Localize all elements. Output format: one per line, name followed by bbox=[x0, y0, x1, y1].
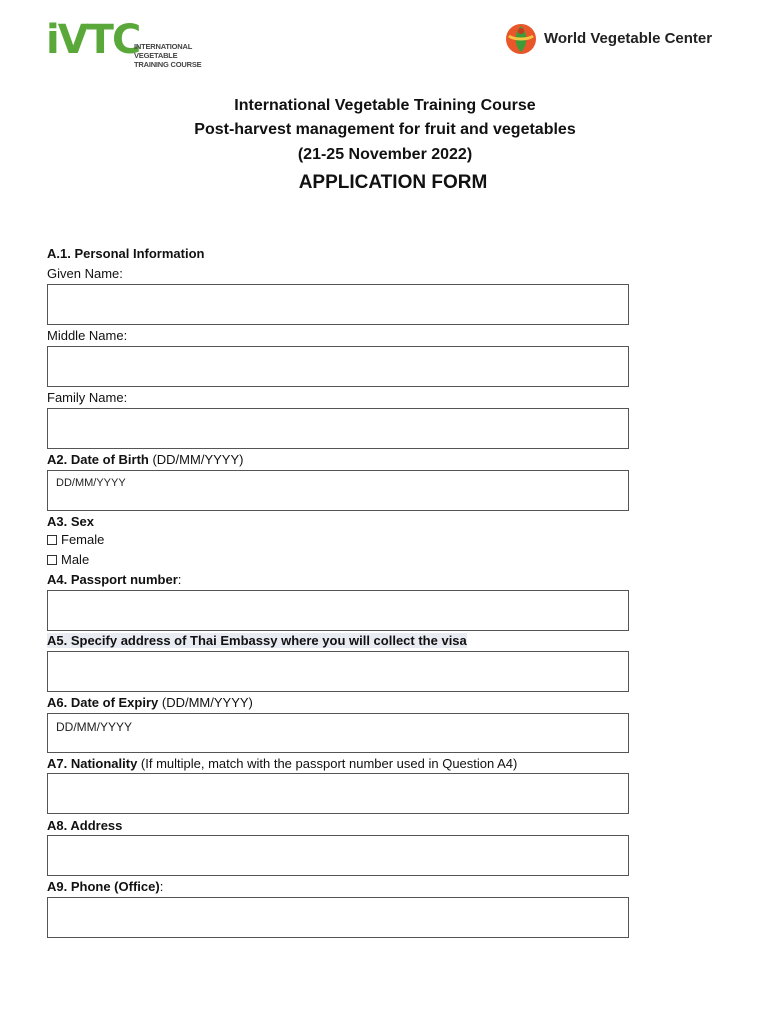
form-title: APPLICATION FORM bbox=[298, 172, 488, 193]
date-of-birth-value: DD/MM/YYYY bbox=[56, 477, 126, 489]
a7-label: A7. Nationality (If multiple, match with the passport number used in Question A4) bbox=[47, 756, 518, 771]
middle-name-label: Middle Name: bbox=[47, 328, 128, 343]
wvc-name: World Vegetable Center bbox=[544, 30, 713, 47]
ivtc-subtitle-line1: INTERNATIONAL VEGETABLE bbox=[134, 42, 192, 60]
a1-heading: A.1. Personal Information bbox=[47, 246, 205, 261]
a2-label: A2. Date of Birth (DD/MM/YYYY) bbox=[47, 452, 244, 467]
ivtc-logo-subtitle bbox=[134, 42, 226, 69]
a4-label: A4. Passport number: bbox=[47, 572, 182, 587]
course-dates: (21-25 November 2022) bbox=[297, 146, 473, 163]
passport-number-field[interactable] bbox=[47, 590, 629, 631]
nationality-field[interactable] bbox=[47, 773, 629, 814]
checkbox-icon[interactable] bbox=[47, 555, 57, 565]
given-name-label: Given Name: bbox=[47, 266, 123, 281]
thai-embassy-address-field[interactable] bbox=[47, 651, 629, 692]
a9-label: A9. Phone (Office): bbox=[47, 879, 164, 894]
sex-option-label: Male bbox=[61, 552, 90, 567]
sex-option-label: Female bbox=[61, 532, 105, 547]
a8-label: A8. Address bbox=[47, 818, 123, 833]
checkbox-icon[interactable] bbox=[47, 535, 57, 545]
address-field[interactable] bbox=[47, 835, 629, 876]
family-name-field[interactable] bbox=[47, 408, 629, 449]
family-name-label: Family Name: bbox=[47, 390, 128, 405]
a6-label: A6. Date of Expiry (DD/MM/YYYY) bbox=[47, 695, 253, 710]
middle-name-field[interactable] bbox=[47, 346, 629, 387]
a5-label: A5. Specify address of Thai Embassy where you will collect the visa bbox=[47, 633, 467, 648]
date-of-expiry-field[interactable] bbox=[47, 713, 629, 753]
ivtc-subtitle-line2: TRAINING COURSE bbox=[134, 60, 202, 69]
ivtc-logo-mark: iVTC bbox=[46, 17, 140, 63]
a3-label: A3. Sex bbox=[47, 514, 94, 529]
given-name-field[interactable] bbox=[47, 284, 629, 325]
sex-option-male[interactable] bbox=[47, 552, 89, 567]
date-of-expiry-value: DD/MM/YYYY bbox=[56, 720, 133, 734]
ivtc-logo bbox=[46, 16, 226, 69]
course-title: International Vegetable Training Course bbox=[234, 97, 536, 114]
wvc-globe-icon bbox=[504, 22, 538, 56]
course-subtitle: Post-harvest management for fruit and vegetables bbox=[194, 121, 576, 138]
world-vegetable-center-logo bbox=[504, 22, 734, 56]
sex-option-female[interactable] bbox=[47, 532, 104, 547]
date-of-birth-field[interactable] bbox=[47, 470, 629, 511]
phone-office-field[interactable] bbox=[47, 897, 629, 938]
